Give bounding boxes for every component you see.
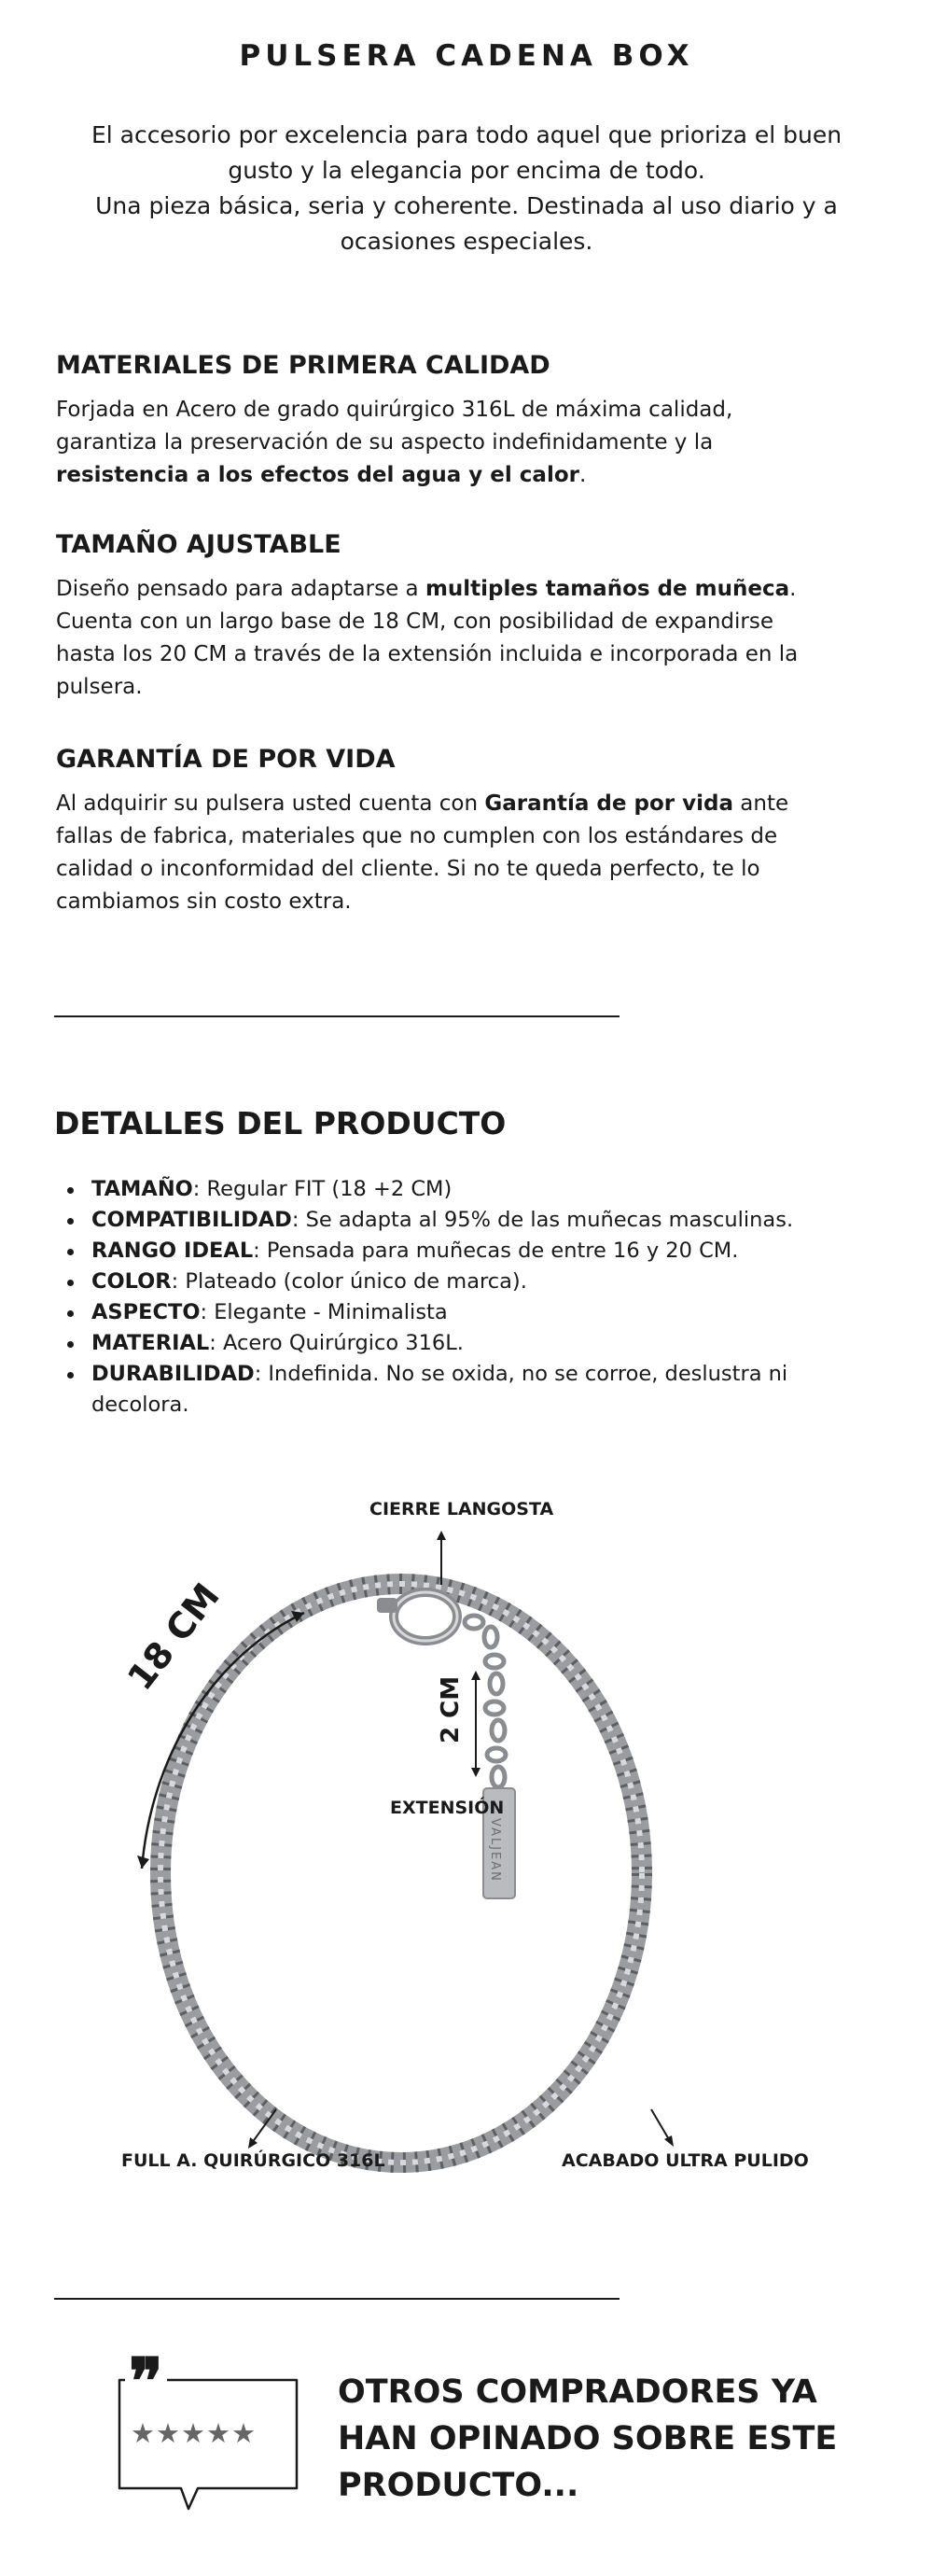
clasp-arrow-head (437, 1531, 446, 1540)
details-list (91, 1174, 829, 1421)
detail-value: : Pensada para muñecas de entre 16 y 20 CM. (253, 1239, 739, 1263)
finish-arrow (651, 2109, 670, 2141)
extension-label: EXTENSIÓN (390, 1798, 505, 1818)
materials-text (56, 394, 830, 492)
warranty-text-part: Al adquirir su pulsera usted cuenta con (56, 791, 485, 816)
extension-size-label: 2 CM (437, 1675, 465, 1743)
list-item (91, 1359, 829, 1421)
list-item (91, 1267, 829, 1297)
detail-value: : Acero Quirúrgico 316L. (209, 1331, 464, 1355)
extension-arrow-head-top (471, 1671, 480, 1680)
divider (54, 2298, 620, 2300)
warranty-tail: ante fallas de fabrica, materiales que no cumplen con los estándares de calidad o inconformidad del cliente. Si no te queda perfecto, te lo cambiamos sin costo extra. (56, 791, 789, 914)
list-item (91, 1328, 829, 1359)
detail-key: TAMAÑO (91, 1177, 193, 1201)
list-item (91, 1174, 829, 1205)
detail-key: COLOR (91, 1269, 172, 1294)
detail-key: RANGO IDEAL (91, 1239, 254, 1263)
warranty-heading: GARANTÍA DE POR VIDA (56, 745, 396, 774)
detail-key: DURABILIDAD (91, 1362, 255, 1386)
reviews-cta: OTROS COMPRADORES YA HAN OPINADO SOBRE ESTE PRODUCTO... (338, 2373, 838, 2504)
length-label: 18 CM (119, 1575, 228, 1699)
intro-line-1: El accesorio por excelencia para todo aquel que prioriza el buen gusto y la elegancia por encima de todo. (91, 121, 842, 184)
arc-arrow-head-bottom (137, 1855, 149, 1869)
materials-bold: resistencia a los efectos del agua y el calor (56, 463, 579, 487)
warranty-bold: Garantía de por vida (484, 791, 733, 816)
rating-stars: ★★★★★ (131, 2417, 257, 2449)
materials-text-part: Forjada en Acero de grado quirúrgico 316L de máxima calidad, garantiza la preservación de su aspecto indefinidamente y la (56, 398, 733, 455)
detail-key: ASPECTO (91, 1300, 201, 1324)
intro-text (65, 118, 868, 259)
size-tail: . Cuenta con un largo base de 18 CM, con posibilidad de expandirse hasta los 20 CM a través de la extensión incluida e incorporada en la pulsera. (56, 577, 799, 699)
materials-tail: . (578, 463, 587, 487)
extension-chain (465, 1616, 506, 1787)
size-text (56, 573, 830, 704)
intro-line-2: Una pieza básica, seria y coherente. Destinada al uso diario y a ocasiones especiales. (95, 192, 838, 255)
detail-value: : Se adapta al 95% de las muñecas masculinas. (291, 1208, 794, 1232)
detail-value: : Elegante - Minimalista (200, 1300, 448, 1324)
details-title: DETALLES DEL PRODUCTO (54, 1105, 507, 1141)
clasp-shine (394, 1592, 457, 1641)
material-label: FULL A. QUIRÚRGICO 316L (121, 2150, 385, 2171)
warranty-text (56, 788, 830, 918)
clasp-label: CIERRE LANGOSTA (369, 1499, 554, 1519)
warranty-section (56, 743, 830, 918)
materials-heading: MATERIALES DE PRIMERA CALIDAD (56, 351, 550, 380)
materials-section (56, 349, 830, 492)
clasp-lever (377, 1598, 397, 1613)
quote-icon: ❞ (125, 2350, 167, 2414)
detail-key: COMPATIBILIDAD (91, 1208, 292, 1232)
list-item (91, 1297, 829, 1328)
bracelet-diagram (112, 1493, 840, 2203)
detail-key: MATERIAL (91, 1331, 210, 1355)
extension-arrow-head-bottom (471, 1768, 480, 1777)
detail-value: : Indefinida. No se oxida, no se corroe, deslustra ni decolora. (91, 1362, 788, 1417)
list-item (91, 1205, 829, 1236)
detail-value: : Regular FIT (18 +2 CM) (192, 1177, 453, 1201)
finish-label: ACABADO ULTRA PULIDO (562, 2150, 809, 2171)
size-bold: multiples tamaños de muñeca (425, 577, 790, 601)
size-text-part: Diseño pensado para adaptarse a (56, 577, 425, 601)
size-heading: TAMAÑO AJUSTABLE (56, 530, 341, 559)
finish-arrow-head (664, 2135, 674, 2147)
divider (54, 1015, 620, 1017)
tag-text: VALJEAN (488, 1818, 502, 1883)
material-arrow-head (248, 2137, 258, 2149)
detail-value: : Plateado (color único de marca). (171, 1269, 527, 1294)
list-item (91, 1236, 829, 1267)
size-section (56, 528, 830, 704)
page-title: PULSERA CADENA BOX (239, 39, 694, 73)
